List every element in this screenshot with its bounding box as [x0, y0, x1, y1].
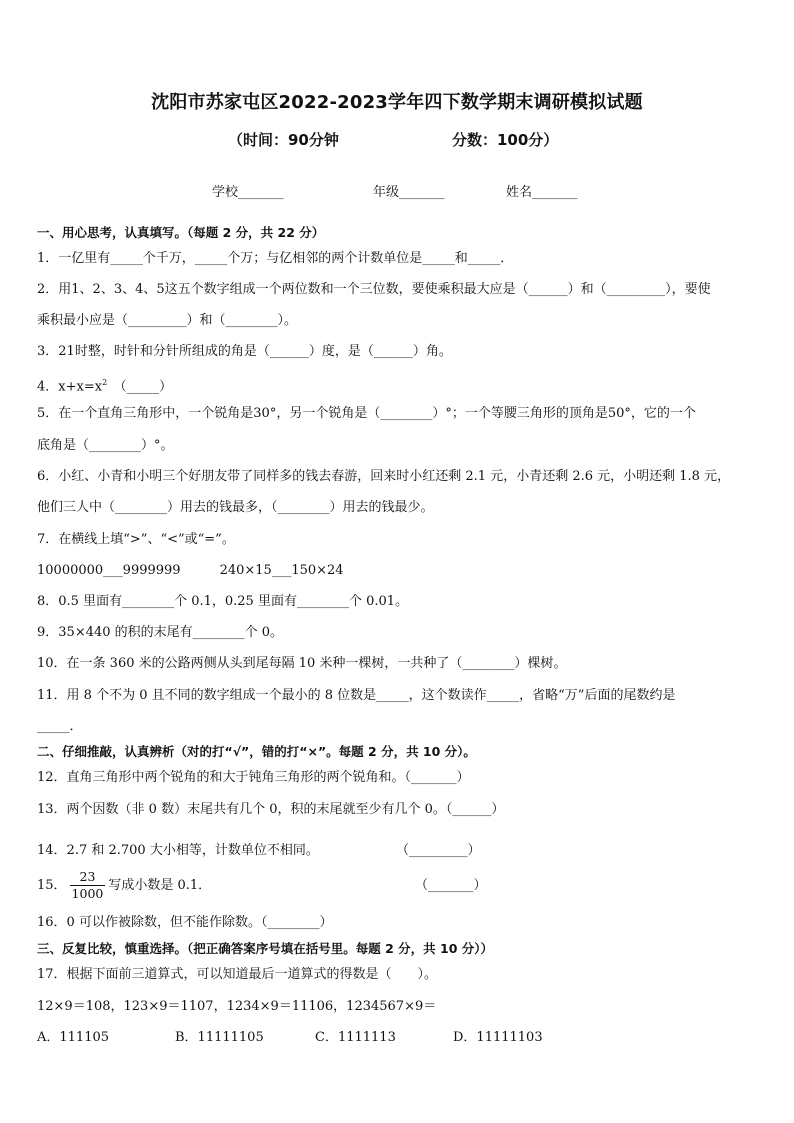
- question-15-text: 写成小数是 0.1．: [108, 878, 212, 893]
- question-14-blank: （_________）: [396, 843, 481, 858]
- question-5-line-2: 底角是（________）°。: [37, 438, 174, 453]
- question-4: [37, 374, 764, 396]
- question-1: 1．一亿里有_____个千万，_____个万；与亿相邻的两个计数单位是_____和_____．: [37, 251, 514, 266]
- question-6-line-2: 他们三人中（________）用去的钱最多，（________）用去的钱最少。: [37, 500, 434, 515]
- question-14-text: 14．2.7 和 2.700 大小相等，计数单位不相同。: [37, 843, 319, 858]
- question-7-items: 10000000___9999999 240×15___150×24: [37, 563, 344, 578]
- fraction-denominator: 1000: [71, 886, 104, 901]
- question-13: 13．两个因数（非 0 数）末尾共有几个 0，积的末尾就至少有几个 0。（______）: [37, 802, 505, 817]
- question-11-line-2: _____．: [37, 719, 83, 734]
- fraction: [70, 869, 106, 902]
- question-15: [37, 869, 764, 903]
- option-b[interactable]: B．11111105: [175, 1030, 264, 1045]
- question-15-blank: （_______）: [415, 878, 487, 893]
- exam-time: （时间：90分钟: [228, 131, 339, 149]
- page-title: 沈阳市苏家屯区2022-2023学年四下数学期末调研模拟试题: [151, 92, 643, 113]
- school-field[interactable]: 学校_______: [212, 185, 284, 200]
- question-16: 16．0 可以作被除数，但不能作除数。（________）: [37, 915, 333, 930]
- question-4-exponent: 2: [102, 378, 108, 387]
- fraction-numerator: 23: [70, 869, 106, 886]
- name-field[interactable]: 姓名_______: [506, 185, 578, 200]
- grade-field[interactable]: 年级_______: [373, 185, 445, 200]
- question-4-text: 4．x+x=x: [37, 379, 103, 395]
- question-4-blank: （_____）: [107, 379, 173, 395]
- question-11-line-1: 11．用 8 个不为 0 且不同的数字组成一个最小的 8 位数是_____，这个数读作_____，省略“万”后面的尾数约是: [37, 688, 676, 703]
- section-1-heading: 一、用心思考，认真填写。（每题 2 分，共 22 分）: [37, 225, 325, 240]
- option-a[interactable]: A．111105: [37, 1030, 110, 1045]
- question-5-line-1: 5．在一个直角三角形中，一个锐角是30°，另一个锐角是（________）°；一个等腰三角形的顶角是50°，它的一个: [37, 406, 696, 421]
- question-2-line-2: 乘积最小应是（_________）和（________）。: [37, 313, 298, 328]
- section-3-heading: 三、反复比较，慎重选择。（把正确答案序号填在括号里。每题 2 分，共 10 分））: [37, 941, 494, 956]
- question-12: 12．直角三角形中两个锐角的和大于钝角三角形的两个锐角和。（_______）: [37, 770, 470, 785]
- question-14: [37, 842, 764, 860]
- question-3: 3．21时整，时针和分针所组成的角是（______）度，是（______）角。: [37, 344, 452, 359]
- option-c[interactable]: C．1111113: [315, 1030, 396, 1045]
- question-7: 7．在横线上填“>”、“<”或“=”。: [37, 532, 235, 547]
- question-2-line-1: 2．用1、2、3、4、5这五个数字组成一个两位数和一个三位数，要使乘积最大应是（______）和（_________），要使: [37, 282, 711, 297]
- option-d[interactable]: D．11111103: [453, 1030, 543, 1045]
- question-17-formula: 12×9＝108，123×9＝1107，1234×9＝11106，1234567×9＝: [37, 999, 437, 1014]
- exam-score: 分数：100分）: [452, 131, 559, 149]
- question-9: 9．35×440 的积的末尾有________个 0。: [37, 625, 284, 640]
- question-6-line-1: 6．小红、小青和小明三个好朋友带了同样多的钱去春游，回来时小红还剩 2.1 元，小青还剩 2.6 元，小明还剩 1.8 元，: [37, 469, 731, 484]
- question-10: 10．在一条 360 米的公路两侧从头到尾每隔 10 米种一棵树，一共种了（________）棵树。: [37, 656, 567, 671]
- question-15-number: 15．: [37, 878, 67, 893]
- question-8: 8．0.5 里面有________个 0.1，0.25 里面有________个 0.01。: [37, 594, 409, 609]
- section-2-heading: 二、仔细推敲，认真辨析（对的打“√”，错的打“×”。每题 2 分，共 10 分）。: [37, 744, 476, 759]
- question-17: 17．根据下面前三道算式，可以知道最后一道算式的得数是（ ）。: [37, 967, 438, 982]
